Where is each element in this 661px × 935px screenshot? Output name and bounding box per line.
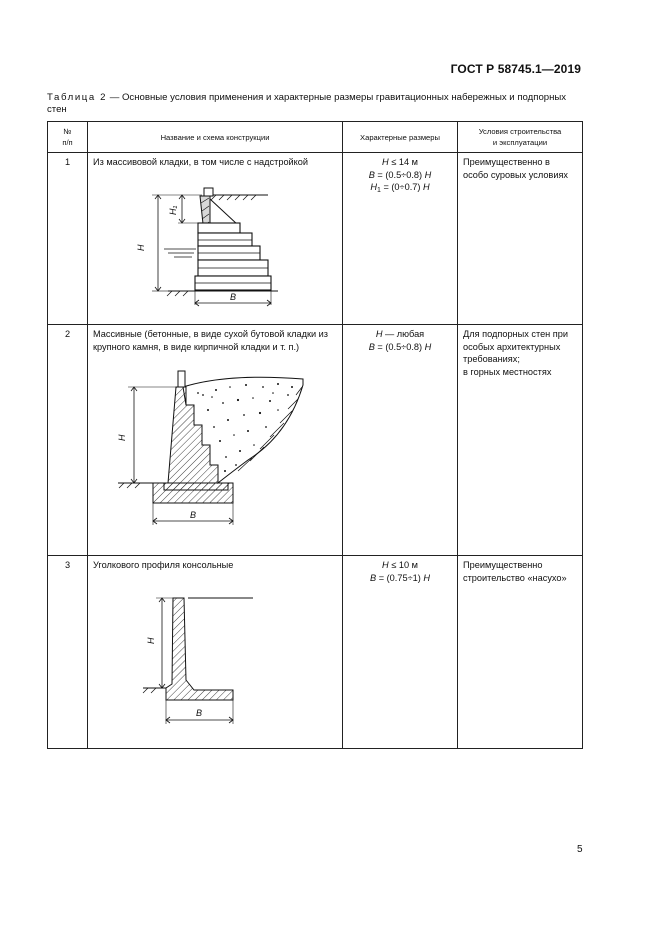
row-number: 1 [48,153,88,325]
header-number [48,122,88,153]
dimension-line [348,169,452,182]
table-header-row [48,122,583,153]
construction-name: Уголкового профиля консольные [93,560,234,570]
massive-wall-diagram [117,365,303,533]
dimension-h-label: H [136,244,146,251]
dimension-line [348,156,452,169]
dimension-b-label: B [196,707,203,718]
dimension-line [348,328,452,341]
dim-text: = (0.5÷0.8) [374,341,425,352]
header-dimensions: Характерные размеры [343,122,458,153]
dimension-b-label: B [230,291,237,302]
standard-code: ГОСТ Р 58745.1—2019 [450,62,581,76]
row-conditions [458,153,583,325]
row-construction [88,325,343,556]
row-dimensions [343,153,458,325]
caption-text: — Основные условия применения и характерные размеры гравитационных набережных и подпорных стен [47,92,567,115]
row-dimensions [343,325,458,556]
block-masonry-wall-diagram [138,183,268,311]
dimension-line [348,559,452,572]
table-row [48,325,583,556]
dimension-line [348,572,452,585]
dim-symbol: H [375,329,383,339]
table-row [48,153,583,325]
construction-name: Из массивовой кладки, в том числе с надстройкой [93,157,309,167]
condition-text: Преимущественно строительство «насухо» [463,560,567,583]
dim-symbol: B [368,341,375,352]
condition-text: Преимущественно в особо суровых условиях [463,157,569,180]
header-name: Название и схема конструкции [88,122,343,153]
table-caption [47,92,587,116]
dim-text: = (0÷0.7) [380,182,423,192]
conditions-table [47,121,583,749]
header-conditions-line1: Условия строительства [478,127,562,136]
dim-symbol: H [370,182,377,192]
caption-label: Таблица 2 [47,92,108,103]
dim-text: = (0.75÷1) [376,572,424,583]
header-conditions [458,122,583,153]
row-number: 2 [48,325,88,556]
dim-text: = (0.5÷0.8) [374,169,425,180]
dim-symbol: H [422,182,430,192]
row-conditions [458,556,583,749]
dim-text: — любая [382,329,425,339]
dim-symbol: B [368,169,375,180]
dim-text: ≤ 14 м [388,157,418,167]
row-construction [88,556,343,749]
row-number: 3 [48,556,88,749]
dim-symbol: H [382,157,389,167]
dimension-h-label: H [117,434,127,441]
dim-text: ≤ 10 м [388,560,418,570]
dimension-line [348,341,452,354]
dim-symbol: H [424,169,432,180]
cantilever-wall-diagram [148,584,298,732]
header-number-line2: п/п [62,138,73,147]
construction-name: Массивные (бетонные, в виде сухой бутовой кладки из крупного камня, в виде кирпичной кладки и т. п.) [93,329,328,352]
dim-subscript: 1 [377,187,381,194]
table-row [48,556,583,749]
dim-symbol: H [424,341,432,352]
dimension-b-label: B [190,510,197,520]
dim-symbol: H [423,572,430,583]
dimension-h-label: H [146,637,156,644]
page-number: 5 [577,844,583,855]
header-conditions-line2: и эксплуатации [492,138,548,147]
dimension-line [348,181,452,194]
row-conditions [458,325,583,556]
row-dimensions [343,556,458,749]
header-number-line1: № [63,127,72,136]
dim-symbol: B [370,572,377,583]
dimension-h1-label: H₁ [168,205,178,215]
dim-symbol: H [382,560,389,570]
condition-text: Для подпорных стен при особых архитектурных требованиях; [463,329,569,364]
row-construction [88,153,343,325]
condition-text: в горных местностях [463,366,552,377]
